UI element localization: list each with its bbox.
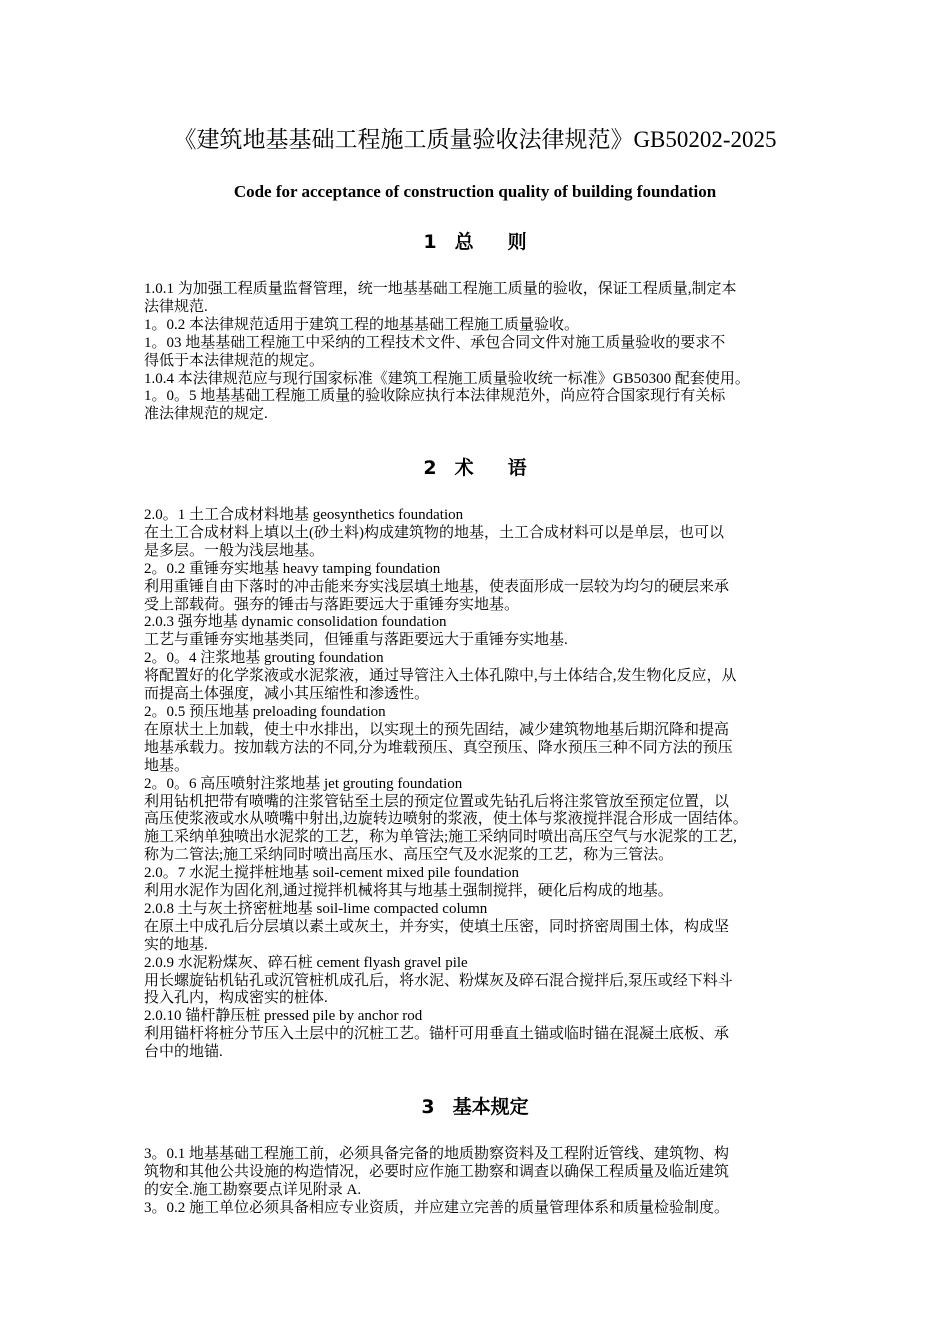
text-line: 1。03 地基基础工程施工中采纳的工程技术文件、承包合同文件对施工质量验收的要求不 [144,334,726,351]
document-title: 《建筑地基基础工程施工质量验收法律规范》GB50202-2025 [173,127,777,152]
section-title: 术语 [454,457,561,479]
text-line: 2.0.9 水泥粉煤灰、碎石桩 cement flyash gravel pile [144,954,468,971]
text-line: 实的地基. [144,936,208,953]
text-line: 2。0.5 预压地基 preloading foundation [144,703,386,720]
text-line: 称为二管法;施工采纳同时喷出高压水、高压空气及水泥浆的工艺，称为三管法。 [144,847,674,864]
text-line: 在土工合成材料上填以土(砂土料)构成建筑物的地基，土工合成材料可以是单层，也可以 [144,524,724,541]
text-line: 受上部载荷。强夯的锤击与落距要远大于重锤夯实地基。 [144,596,520,613]
text-line: 工艺与重锤夯实地基类同，但锤重与落距要远大于重锤夯实地基. [144,632,568,649]
text-line: 2。0。6 高压喷射注浆地基 jet grouting foundation [144,775,463,792]
text-line: 准法律规范的规定. [144,406,268,423]
section-number: 2 [423,457,437,479]
text-line: 的安全.施工勘察要点详见附录 A. [144,1181,362,1198]
text-line: 3。0.1 地基基础工程施工前，必须具备完备的地质勘察资料及工程附近管线、建筑物、构 [144,1146,730,1162]
section-heading-2 [0,456,950,480]
section-number: 3 [421,1096,435,1118]
text-line: 而提高土体强度，减小其压缩性和渗透性。 [144,686,430,703]
text-line: 法律规范. [144,298,208,315]
section-3-body [144,1146,824,1218]
section-title: 基本规定 [452,1096,529,1118]
text-line: 将配置好的化学浆液或水泥浆液，通过导管注入土体孔隙中,与土体结合,发生物化反应，从 [144,668,737,685]
text-line: 利用钻机把带有喷嘴的注浆管钻至土层的预定位置或先钻孔后将注浆管放至预定位置，以 [144,793,730,810]
section-1-body [144,281,824,424]
text-line: 3。0.2 施工单位必须具备相应专业资质，并应建立完善的质量管理体系和质量检验制度。 [144,1199,730,1216]
text-line: 2.0.10 锚杆静压桩 pressed pile by anchor rod [144,1008,423,1025]
text-line: 利用重锤自由下落时的冲击能来夯实浅层填土地基，使表面形成一层较为均匀的硬层来承 [144,578,730,595]
text-line: 用长螺旋钻机钻孔或沉管桩机成孔后，将水泥、粉煤灰及碎石混合搅拌后,泵压或经下料斗 [144,972,733,989]
text-line: 利用锚杆将桩分节压入土层中的沉桩工艺。锚杆可用垂直土锚或临时锚在混凝土底板、承 [144,1026,730,1043]
text-line: 在原土中成孔后分层填以素土或灰土，并夯实，使填土压密，同时挤密周围土体，构成坚 [144,918,730,935]
text-line: 利用水泥作为固化剂,通过搅拌机械将其与地基土强制搅拌，硬化后构成的地基。 [144,883,673,900]
text-line: 在原状土上加载，使土中水排出，以实现土的预先固结，减少建筑物地基后期沉降和提高 [144,721,730,738]
text-line: 2.0.8 土与灰土挤密桩地基 soil-lime compacted column [144,900,488,917]
text-line: 地基。 [144,757,190,774]
text-line: 1.0.1 为加强工程质量监督管理，统一地基基础工程施工质量的验收，保证工程质量,制定本 [144,281,737,297]
section-heading-3 [0,1095,950,1119]
text-line: 得低于本法律规范的规定。 [144,352,325,369]
text-line: 地基承载力。按加载方法的不同,分为堆载预压、真空预压、降水预压三种不同方法的预压 [144,739,733,756]
text-line: 筑物和其他公共设施的构造情况，必要时应作施工勘察和调查以确保工程质量及临近建筑 [144,1163,730,1180]
section-2-body [144,507,824,1062]
section-number: 1 [423,231,437,253]
text-line: 施工采纳单独喷出水泥浆的工艺，称为单管法;施工采纳同时喷出高压空气与水泥浆的工艺, [144,829,737,846]
text-line: 投入孔内，构成密实的桩体. [144,990,328,1007]
section-title: 总则 [454,231,561,253]
text-line: 2。0.2 重锤夯实地基 heavy tamping foundation [144,560,441,577]
text-line: 2.0。7 水泥土搅拌桩地基 soil-cement mixed pile foundation [144,865,519,882]
text-line: 高压使浆液或水从喷嘴中射出,边旋转边喷射的浆液，使土体与浆液搅拌混合形成一固结体。 [144,811,748,828]
text-line: 1。0.2 本法律规范适用于建筑工程的地基基础工程施工质量验收。 [144,316,580,333]
text-line: 1.0.4 本法律规范应与现行国家标准《建筑工程施工质量验收统一标准》GB50300 配套使用。 [144,370,750,387]
text-line: 台中的地锚. [144,1044,223,1061]
document-subtitle: Code for acceptance of construction quality of building foundation [233,182,717,201]
text-line: 是多层。一般为浅层地基。 [144,542,325,559]
text-line: 2.0。1 土工合成材料地基 geosynthetics foundation [144,507,464,523]
text-line: 2。0。4 注浆地基 grouting foundation [144,650,384,667]
text-line: 1。0。5 地基基础工程施工质量的验收除应执行本法律规范外，尚应符合国家现行有关标 [144,388,726,405]
text-line: 2.0.3 强夯地基 dynamic consolidation foundation [144,614,447,631]
section-heading-1 [0,230,950,254]
